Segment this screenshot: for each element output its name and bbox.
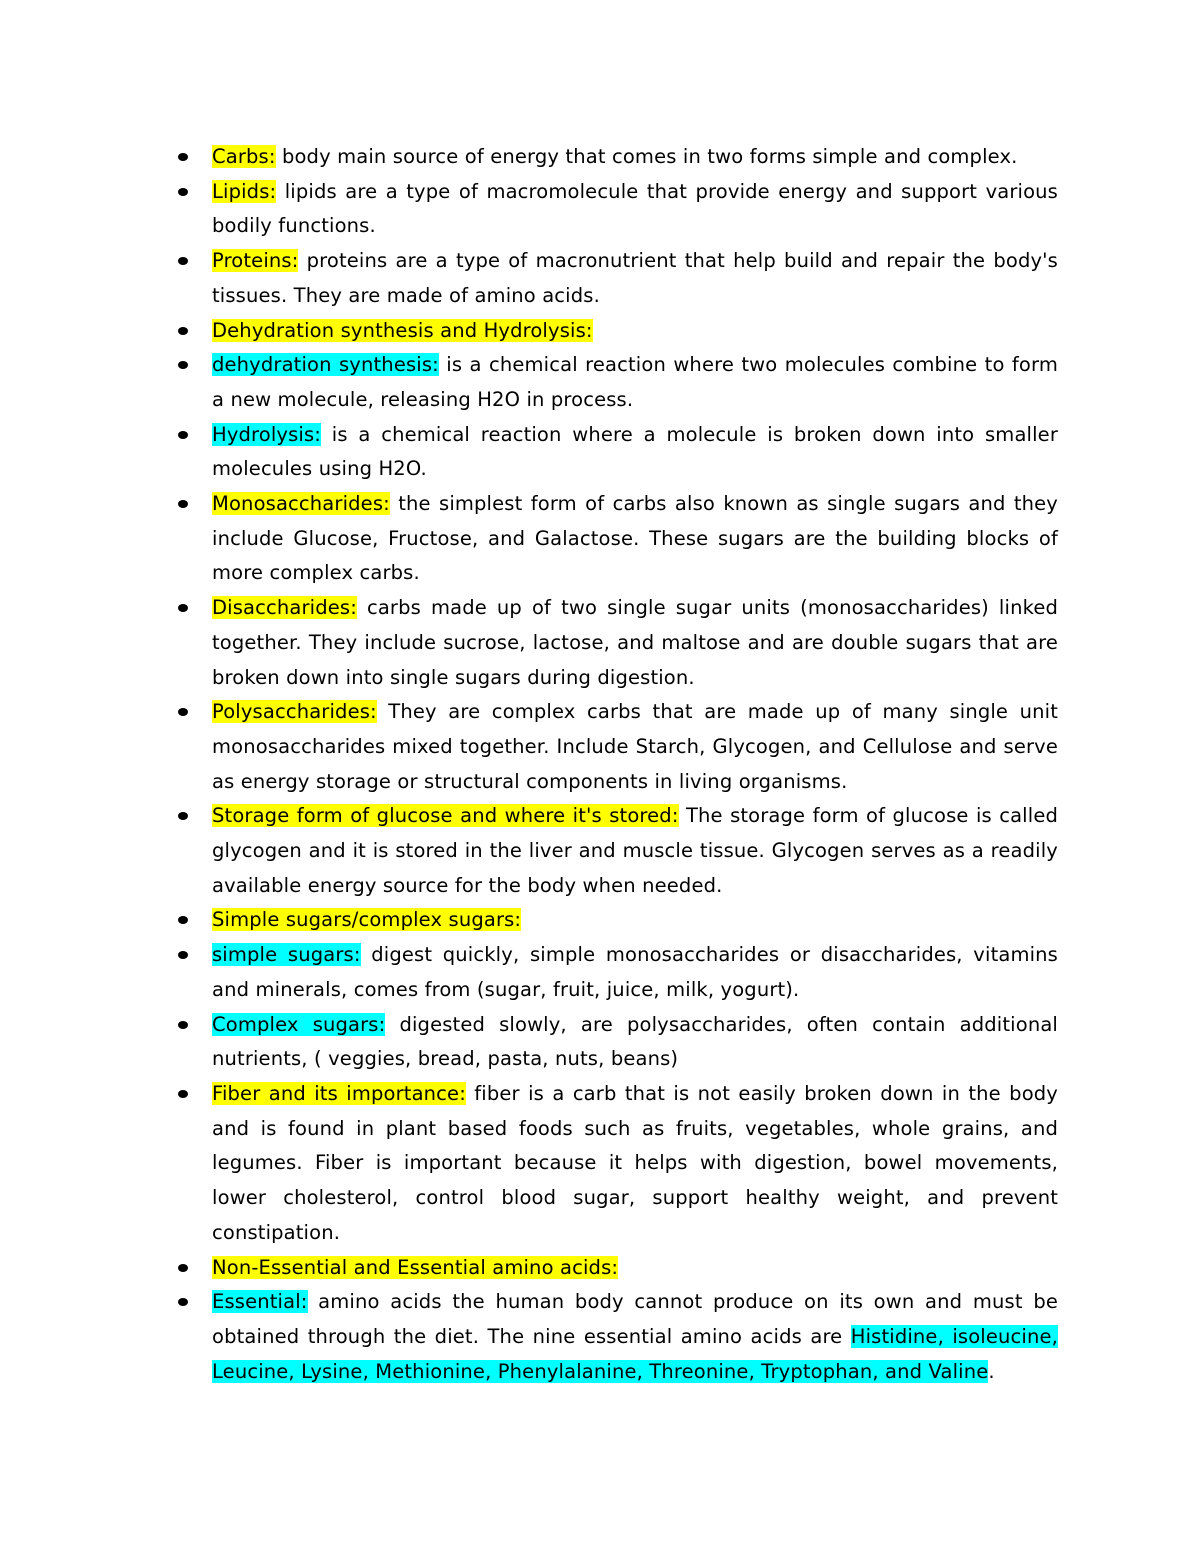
list-item-lipids	[212, 175, 1058, 244]
bullet-icon	[178, 951, 188, 959]
list-item-disaccharides	[212, 591, 1058, 695]
term-fiber: Fiber and its importance:	[212, 1081, 466, 1105]
term-proteins: Proteins:	[212, 249, 299, 273]
bullet-icon	[178, 153, 188, 161]
term-carbs: Carbs:	[212, 145, 276, 168]
term-dehydration-hydrolysis: Dehydration synthesis and Hydrolysis:	[212, 318, 593, 342]
bullet-icon	[178, 1090, 188, 1098]
term-dehydration-synthesis: dehydration synthesis:	[212, 353, 439, 377]
list-item-dehydration-hydrolysis-heading	[212, 314, 1058, 349]
term-glucose-storage: Storage form of glucose and where it's stored:	[212, 804, 679, 828]
list-item-proteins	[212, 244, 1058, 313]
term-hydrolysis: Hydrolysis:	[212, 422, 322, 446]
list-item-polysaccharides	[212, 695, 1058, 799]
bullet-icon	[178, 812, 188, 820]
definition-dehydration-synthesis: is a chemical reaction where two molecules combine to form a new molecule, releasing H2O in process.	[212, 353, 1058, 411]
bullet-icon	[178, 257, 188, 265]
definition-glucose-storage: The storage form of glucose is called glycogen and it is stored in the liver and muscle tissue. Glycogen serves as a readily available energy source for the body when needed.	[212, 804, 1058, 897]
term-amino-acids-heading: Non-Essential and Essential amino acids:	[212, 1255, 619, 1279]
term-simple-sugars: simple sugars:	[212, 943, 361, 967]
term-polysaccharides: Polysaccharides:	[212, 700, 377, 724]
list-item-essential	[212, 1285, 1058, 1389]
bullet-icon	[178, 1298, 188, 1306]
definition-carbs: body main source of energy that comes in two forms simple and complex.	[275, 145, 1018, 168]
definition-disaccharides: carbs made up of two single sugar units (monosaccharides) linked together. They include sucrose, lactose, and maltose and are double sugars that are broken down into single sugars during digestion.	[212, 596, 1058, 689]
bullet-icon	[178, 361, 188, 369]
definition-hydrolysis: is a chemical reaction where a molecule is broken down into smaller molecules using H2O.	[212, 422, 1058, 481]
list-item-amino-acids-heading	[212, 1251, 1058, 1286]
term-complex-sugars: Complex sugars:	[212, 1012, 386, 1036]
bullet-icon	[178, 500, 188, 508]
definition-essential-tail: .	[988, 1359, 995, 1383]
definition-lipids: lipids are a type of macromolecule that provide energy and support various bodily functions.	[212, 179, 1058, 238]
list-item-sugars-heading	[212, 903, 1058, 938]
term-monosaccharides: Monosaccharides:	[212, 492, 390, 516]
bullet-icon	[178, 1264, 188, 1272]
bullet-icon	[178, 916, 188, 924]
list-item-simple-sugars	[212, 938, 1058, 1007]
list-item-monosaccharides	[212, 487, 1058, 591]
list-item-complex-sugars	[212, 1008, 1058, 1077]
list-item-carbs	[212, 140, 1058, 175]
term-sugars-heading: Simple sugars/complex sugars:	[212, 908, 522, 932]
definition-monosaccharides: the simplest form of carbs also known as single sugars and they include Glucose, Fructose, and Galactose. These sugars are the building blocks of more complex carbs.	[212, 492, 1058, 585]
definition-essential: amino acids the human body cannot produce on its own and must be obtained through the diet. The nine essential amino acids are	[212, 1290, 1058, 1348]
bullet-icon	[178, 327, 188, 335]
definition-polysaccharides: They are complex carbs that are made up of many single unit monosaccharides mixed together. Include Starch, Glycogen, and Cellulose and serve as energy storage or structural components in living organisms.	[212, 700, 1058, 793]
bullet-icon	[178, 604, 188, 612]
bullet-icon	[178, 431, 188, 439]
essential-amino-acid-names: Histidine, isoleucine, Leucine, Lysine, Methionine, Phenylalanine, Threonine, Tryptophan, and Valine	[212, 1324, 1058, 1383]
list-item-hydrolysis	[212, 418, 1058, 487]
list-item-glucose-storage	[212, 799, 1058, 903]
term-disaccharides: Disaccharides:	[212, 596, 357, 620]
definition-complex-sugars: digested slowly, are polysaccharides, often contain additional nutrients, ( veggies, bread, pasta, nuts, beans)	[212, 1012, 1058, 1071]
bullet-icon	[178, 188, 188, 196]
list-item-dehydration-synthesis	[212, 348, 1058, 417]
bullet-icon	[178, 708, 188, 716]
notes-list	[212, 140, 1058, 1389]
definition-proteins: proteins are a type of macronutrient that help build and repair the body's tissues. They are made of amino acids.	[212, 249, 1058, 307]
term-essential: Essential:	[212, 1290, 308, 1314]
definition-simple-sugars: digest quickly, simple monosaccharides or disaccharides, vitamins and minerals, comes from (sugar, fruit, juice, milk, yogurt).	[212, 943, 1058, 1001]
term-lipids: Lipids:	[212, 179, 277, 203]
definition-fiber: fiber is a carb that is not easily broken down in the body and is found in plant based foods such as fruits, vegetables, whole grains, and legumes. Fiber is important because it helps with digestion, bowel movements, lower cholesterol, control blood sugar, support healthy weight, and prevent constipation.	[212, 1081, 1059, 1244]
list-item-fiber	[212, 1077, 1058, 1251]
bullet-icon	[178, 1021, 188, 1029]
